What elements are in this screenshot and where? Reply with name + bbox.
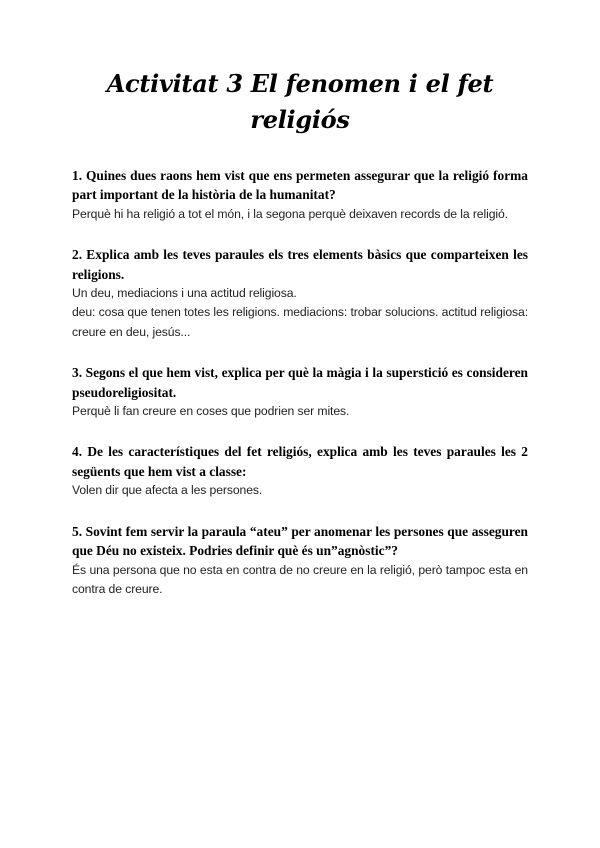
- question-block-1: [72, 166, 528, 224]
- question-2: 2. Explica amb les teves paraules els tres elements bàsics que comparteixen les religions.: [72, 247, 528, 282]
- answer-4: Volen dir que afecta a les persones.: [72, 483, 263, 498]
- question-block-3: [72, 363, 528, 421]
- answer-3: Perquè li fan creure en coses que podrien ser mites.: [72, 404, 350, 419]
- answer-1: Perquè hi ha religió a tot el món, i la segona perquè deixaven records de la religió.: [72, 206, 508, 221]
- answer-5: És una persona que no esta en contra de no creure en la religió, però tampoc esta en contra de creure.: [72, 562, 528, 596]
- document-page: [72, 66, 528, 620]
- question-3: 3. Segons el que hem vist, explica per què la màgia i la superstició es consideren pseudoreligiositat.: [72, 365, 528, 400]
- question-block-5: [72, 522, 528, 600]
- answer-2-line-2: deu: cosa que tenen totes les religions. mediacions: trobar solucions. actitud religiosa: creure en deu, jesús...: [72, 305, 528, 339]
- question-4: 4. De les característiques del fet religiós, explica amb les teves paraules les 2 següents que hem vist a classe:: [72, 444, 528, 479]
- question-5: 5. Sovint fem servir la paraula “ateu” per anomenar les persones que asseguren que Déu no existeix. Podries definir què és un”agnòstic”?: [72, 523, 528, 559]
- question-block-4: [72, 442, 528, 500]
- answer-2-line-1: Un deu, mediacions i una actitud religiosa.: [72, 286, 297, 301]
- question-1: 1. Quines dues raons hem vist que ens permeten assegurar que la religió forma part important de la història de la humanitat?: [72, 168, 528, 203]
- page-title: Activitat 3 El fenomen i el fet religiós: [106, 69, 494, 134]
- question-block-2: [72, 245, 528, 342]
